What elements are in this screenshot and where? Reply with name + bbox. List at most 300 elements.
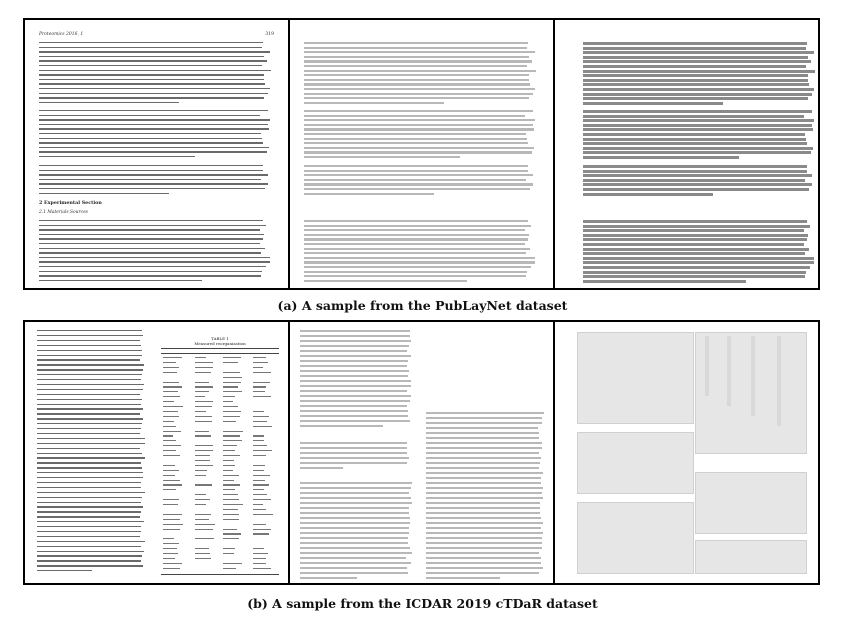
panel-icdar-mask	[553, 320, 820, 585]
page-header: Proteomics 2016, 1	[39, 32, 84, 37]
text-line	[39, 229, 260, 230]
text-line	[39, 133, 261, 134]
text-line	[304, 179, 526, 181]
table-cell	[195, 524, 215, 525]
text-line	[583, 93, 812, 96]
text-line	[583, 188, 809, 191]
text-line	[426, 517, 541, 519]
table-cell	[163, 514, 182, 515]
text-line	[583, 275, 805, 278]
text-line	[300, 452, 407, 454]
text-line	[300, 420, 410, 422]
text-line	[39, 47, 262, 48]
table-cell	[163, 362, 176, 363]
table-title: TABLE 1	[211, 336, 229, 341]
text-line	[37, 570, 92, 571]
text-line	[304, 138, 527, 140]
text-line	[583, 179, 805, 182]
table-cell	[253, 480, 265, 481]
text-line	[304, 128, 534, 130]
text-line	[39, 271, 262, 272]
table-cell	[253, 475, 270, 476]
text-line	[37, 453, 142, 454]
text-line	[304, 93, 533, 95]
text-line	[37, 457, 145, 458]
table-cell	[223, 401, 233, 402]
text-line	[583, 220, 807, 223]
text-line	[37, 364, 144, 365]
text-line	[426, 547, 542, 549]
table-cell	[195, 372, 211, 373]
text-line	[37, 541, 145, 542]
text-line	[304, 248, 530, 250]
text-line	[39, 170, 263, 171]
text-line	[426, 502, 540, 504]
text-line	[304, 271, 527, 273]
line-mask-page	[555, 20, 818, 288]
text-line	[37, 404, 141, 405]
text-line	[304, 83, 530, 85]
table-cell	[195, 445, 213, 446]
text-line	[300, 567, 407, 569]
text-line	[304, 102, 444, 104]
row-publaynet	[23, 18, 820, 290]
text-line	[304, 47, 527, 49]
text-line	[304, 56, 529, 58]
text-line	[37, 511, 141, 512]
text-line	[426, 457, 541, 459]
text-line	[583, 88, 814, 91]
text-line	[39, 97, 264, 98]
mask-column	[751, 336, 755, 416]
text-line	[304, 280, 467, 282]
mask-column	[705, 336, 709, 396]
table-cell	[223, 406, 238, 407]
table-cell	[195, 484, 212, 485]
text-line	[300, 487, 411, 489]
text-line	[39, 165, 263, 166]
table-cell	[163, 475, 175, 476]
text-line	[304, 229, 525, 231]
text-line	[37, 433, 140, 434]
table-cell	[195, 465, 213, 466]
panel-publaynet-mask	[553, 18, 820, 290]
table-cell	[223, 504, 243, 505]
table-cell	[163, 391, 178, 392]
table-cell	[195, 406, 212, 407]
text-line	[304, 193, 434, 195]
table-cell	[223, 391, 242, 392]
text-line	[39, 183, 268, 184]
table-cell	[253, 440, 264, 441]
table-cell	[223, 475, 239, 476]
text-line	[300, 400, 410, 402]
text-line	[300, 395, 411, 397]
text-line	[583, 110, 812, 113]
table-cell	[253, 548, 264, 549]
table-cell	[253, 445, 267, 446]
text-line	[37, 399, 142, 400]
text-line	[304, 124, 533, 126]
text-line	[426, 567, 543, 569]
table-cell	[253, 396, 271, 397]
table-cell	[195, 514, 211, 515]
table-cell	[223, 484, 240, 485]
text-line	[300, 380, 411, 382]
text-line	[583, 138, 806, 141]
mask-column	[727, 336, 731, 406]
table-cell	[253, 533, 269, 534]
table-cell	[223, 533, 241, 534]
table-cell	[253, 367, 263, 368]
text-line	[37, 531, 141, 532]
table-cell	[195, 431, 209, 432]
table-cell	[253, 484, 269, 485]
text-line	[37, 472, 143, 473]
text-line	[583, 115, 804, 118]
text-line	[426, 542, 542, 544]
text-line	[39, 188, 265, 189]
table-cell	[163, 489, 176, 490]
text-line	[300, 462, 407, 464]
table-rule	[161, 348, 279, 349]
table-cell	[195, 519, 209, 520]
table-cell	[253, 470, 264, 471]
text-line	[37, 443, 145, 444]
table-cell	[163, 524, 183, 525]
table-cell	[223, 431, 243, 432]
table-cell	[163, 416, 179, 417]
text-line	[39, 115, 260, 116]
text-line	[300, 415, 408, 417]
text-line	[583, 56, 808, 59]
text-line	[37, 345, 141, 346]
panel-icdar-blurred	[288, 320, 555, 585]
table-cell	[223, 435, 240, 436]
text-line	[304, 183, 533, 185]
table-cell	[195, 357, 206, 358]
text-line	[300, 532, 409, 534]
text-line	[583, 170, 807, 173]
text-line	[39, 102, 179, 103]
document-page	[25, 20, 288, 288]
table-cell	[195, 391, 209, 392]
text-line	[304, 79, 529, 81]
table-cell	[253, 563, 266, 564]
panel-icdar-original	[23, 320, 290, 585]
text-line	[39, 225, 266, 226]
table-cell	[223, 519, 239, 520]
text-line	[583, 133, 805, 136]
text-line	[300, 442, 407, 444]
row-icdar	[23, 320, 820, 585]
text-line	[583, 234, 808, 237]
text-line	[426, 537, 542, 539]
text-line	[37, 330, 142, 331]
table-cell	[163, 563, 182, 564]
text-line	[37, 565, 143, 566]
text-line	[304, 119, 535, 121]
mask-region	[577, 432, 694, 494]
text-line	[583, 229, 804, 232]
text-line	[583, 261, 814, 264]
text-line	[583, 280, 746, 283]
table-cell	[223, 372, 240, 373]
table-cell	[195, 470, 207, 471]
text-line	[37, 359, 140, 360]
table-cell	[223, 494, 238, 495]
text-line	[300, 527, 409, 529]
table-cell	[163, 372, 177, 373]
table-cell	[223, 480, 234, 481]
table-rule	[161, 574, 279, 575]
text-line	[300, 350, 407, 352]
text-line	[304, 243, 525, 245]
text-line	[37, 502, 141, 503]
text-line	[300, 552, 412, 554]
table-cell	[163, 484, 182, 485]
text-line	[583, 70, 815, 73]
table-rule	[161, 353, 279, 354]
text-line	[583, 238, 807, 241]
table-cell	[195, 450, 213, 451]
text-line	[37, 536, 140, 537]
text-line	[304, 257, 535, 259]
table-cell	[163, 465, 175, 466]
text-line	[426, 432, 539, 434]
table-cell	[163, 543, 179, 544]
table-cell	[163, 568, 180, 569]
text-line	[426, 462, 540, 464]
text-line	[304, 133, 526, 135]
text-line	[583, 151, 811, 154]
table-cell	[195, 558, 211, 559]
table-cell	[253, 455, 266, 456]
text-line	[426, 442, 542, 444]
table-cell	[223, 499, 239, 500]
text-line	[300, 355, 411, 357]
text-line	[426, 512, 540, 514]
text-line	[39, 275, 261, 276]
text-line	[583, 119, 814, 122]
table-cell	[195, 362, 213, 363]
text-line	[583, 65, 806, 68]
table-cell	[253, 416, 269, 417]
table-cell	[195, 396, 205, 397]
text-line	[37, 560, 141, 561]
text-line	[426, 557, 541, 559]
text-line	[300, 492, 409, 494]
text-line	[300, 537, 408, 539]
text-line	[583, 102, 723, 105]
table-cell	[253, 386, 266, 387]
table-cell	[195, 382, 209, 383]
text-line	[39, 193, 169, 194]
text-line	[37, 408, 143, 409]
text-line	[37, 413, 140, 414]
text-line	[583, 257, 814, 260]
table-cell	[223, 396, 235, 397]
text-line	[39, 280, 202, 281]
table-cell	[163, 529, 180, 530]
text-line	[426, 497, 543, 499]
text-line	[300, 345, 409, 347]
text-line	[304, 156, 460, 158]
table-cell	[223, 553, 234, 554]
text-line	[426, 452, 539, 454]
text-line	[300, 512, 409, 514]
table-cell	[195, 553, 210, 554]
text-line	[583, 225, 810, 228]
text-line	[300, 405, 407, 407]
text-line	[39, 83, 265, 84]
table-cell	[195, 367, 213, 368]
text-line	[426, 412, 544, 414]
table-cell	[223, 362, 238, 363]
text-line	[39, 79, 264, 80]
text-line	[426, 572, 539, 574]
mask-region	[695, 540, 807, 574]
table-cell	[253, 450, 272, 451]
text-line	[304, 42, 528, 44]
text-line	[300, 467, 343, 469]
table-cell	[223, 568, 236, 569]
text-line	[37, 546, 141, 547]
blurred-page	[290, 322, 553, 583]
text-line	[426, 552, 539, 554]
text-line	[426, 472, 543, 474]
text-line	[304, 220, 528, 222]
text-line	[37, 551, 144, 552]
table-cell	[163, 396, 180, 397]
table-cell	[223, 489, 235, 490]
text-line	[39, 110, 268, 111]
mask-region	[577, 332, 694, 424]
text-line	[304, 65, 527, 67]
text-line	[426, 577, 500, 579]
text-line	[37, 369, 143, 370]
text-line	[304, 151, 532, 153]
text-line	[583, 51, 814, 54]
text-line	[37, 497, 142, 498]
text-line	[39, 252, 261, 253]
text-line	[300, 365, 407, 367]
caption-b: (b) A sample from the ICDAR 2019 cTDaR dataset	[247, 596, 598, 611]
text-line	[300, 577, 357, 579]
text-line	[300, 482, 412, 484]
text-line	[583, 183, 812, 186]
table-subtitle: Measured reorganization	[194, 341, 246, 346]
text-line	[300, 562, 411, 564]
text-line	[39, 74, 264, 75]
text-line	[37, 340, 140, 341]
blurred-page	[290, 20, 553, 288]
text-line	[39, 248, 265, 249]
table-cell	[195, 460, 210, 461]
text-line	[300, 502, 412, 504]
text-line	[304, 60, 532, 62]
text-line	[583, 156, 739, 159]
text-line	[583, 252, 805, 255]
region-mask-page	[555, 322, 818, 583]
text-line	[300, 507, 409, 509]
table-cell	[163, 558, 175, 559]
table-cell	[195, 529, 213, 530]
table-cell	[253, 391, 265, 392]
table-cell	[163, 480, 180, 481]
text-line	[39, 88, 270, 89]
text-line	[304, 165, 528, 167]
text-line	[426, 417, 542, 419]
table-cell	[195, 401, 213, 402]
table-cell	[253, 553, 268, 554]
text-line	[304, 261, 535, 263]
text-line	[39, 234, 264, 235]
table-cell	[253, 372, 271, 373]
text-line	[39, 60, 267, 61]
text-line	[304, 252, 526, 254]
text-line	[300, 330, 410, 332]
table-cell	[223, 411, 241, 412]
text-line	[39, 266, 266, 267]
text-line	[37, 521, 144, 522]
table-cell	[163, 470, 179, 471]
table-cell	[195, 455, 210, 456]
text-line	[37, 335, 143, 336]
table-cell	[253, 524, 266, 525]
text-line	[39, 174, 268, 175]
text-line	[426, 437, 539, 439]
text-line	[304, 88, 535, 90]
text-line	[39, 179, 261, 180]
section-heading: 2 Experimental Section	[39, 200, 102, 206]
table-cell	[223, 455, 240, 456]
text-line	[300, 557, 406, 559]
text-line	[37, 428, 141, 429]
text-line	[37, 355, 142, 356]
text-line	[583, 128, 813, 131]
mask-region	[577, 502, 694, 574]
table-cell	[163, 357, 182, 358]
table-cell	[195, 494, 206, 495]
text-line	[304, 147, 534, 149]
text-line	[39, 128, 269, 129]
table-cell	[223, 421, 236, 422]
table-cell	[223, 357, 241, 358]
panel-publaynet-blurred	[288, 18, 555, 290]
text-line	[39, 138, 262, 139]
text-line	[426, 447, 542, 449]
table-cell	[253, 558, 266, 559]
text-line	[39, 124, 268, 125]
document-page	[25, 322, 288, 583]
table-cell	[195, 538, 214, 539]
text-line	[37, 462, 141, 463]
table-cell	[223, 538, 239, 539]
text-line	[304, 225, 531, 227]
text-line	[37, 448, 140, 449]
text-line	[37, 379, 141, 380]
text-line	[39, 142, 263, 143]
text-line	[583, 271, 806, 274]
table-cell	[163, 401, 174, 402]
table-cell	[223, 450, 235, 451]
table-cell	[223, 465, 235, 466]
text-line	[583, 142, 807, 145]
text-line	[300, 385, 411, 387]
table-cell	[163, 519, 180, 520]
table-cell	[253, 494, 267, 495]
